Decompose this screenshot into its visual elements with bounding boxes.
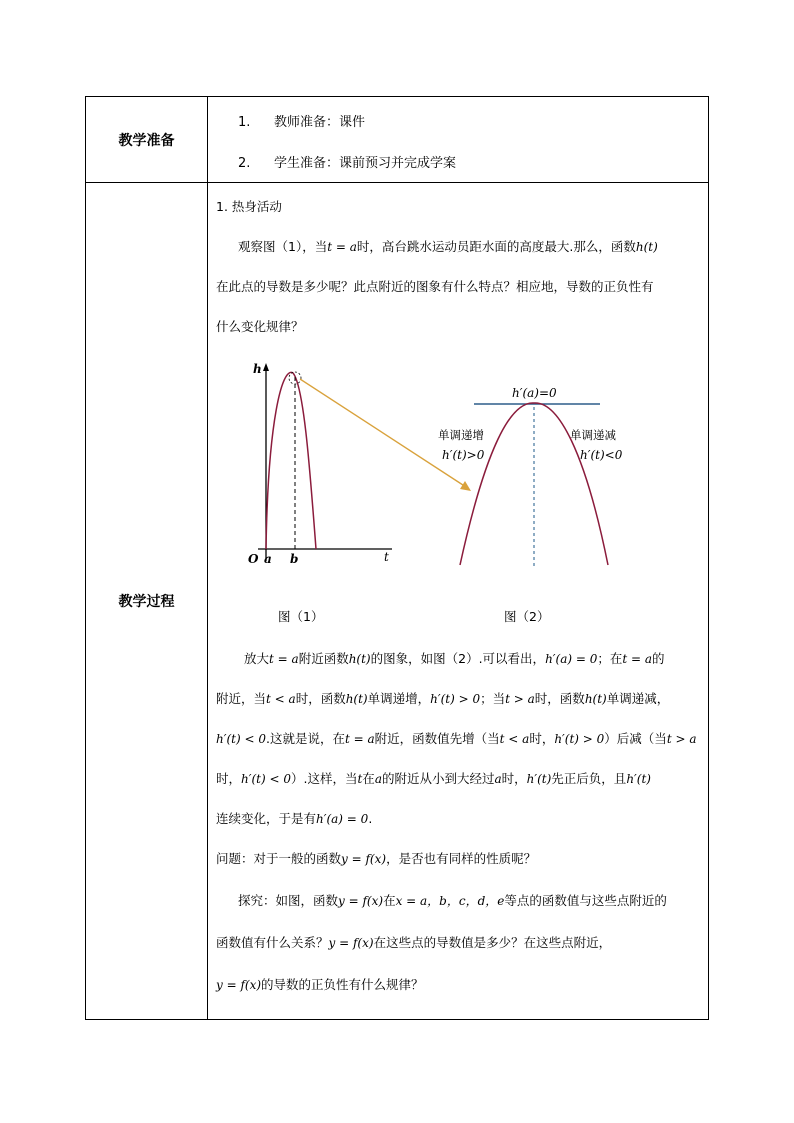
para1-line1: 观察图（1），当t = a时，高台跳水运动员距水面的高度最大.那么，函数h(t)	[238, 239, 658, 254]
lesson-plan-table	[85, 96, 709, 1020]
fig2-left-label2: h′(t)>0	[442, 448, 485, 462]
fig1-label-a: a	[264, 552, 272, 566]
fig2-top-label: h′(a)=0	[512, 386, 557, 400]
figure-2	[430, 371, 660, 581]
section-title: 1. 热身活动	[216, 199, 282, 214]
fig2-left-label1: 单调递增	[438, 428, 484, 442]
prep-row	[86, 97, 709, 183]
prep-item-2: 2. 学生准备：课前预习并完成学案	[238, 156, 457, 171]
fig1-label-O: O	[248, 552, 259, 566]
process-row	[86, 183, 709, 1020]
question-line: 问题：对于一般的函数y = f(x)，是否也有同样的性质呢？	[216, 851, 537, 866]
prep-content	[208, 97, 709, 183]
fig1-label-t: t	[384, 550, 389, 564]
prep-label: 教学准备	[86, 97, 208, 183]
fig2-right-label2: h′(t)<0	[580, 448, 623, 462]
para1-line2: 在此点的导数是多少呢？此点附近的图象有什么特点？相应地，导数的正负性有	[216, 279, 654, 294]
process-content	[208, 183, 709, 1020]
para2-line5: 连续变化，于是有h′(a) = 0.	[216, 811, 373, 826]
explore-line2: 函数值有什么关系？y = f(x)在这些点的导数值是多少？在这些点附近，	[216, 935, 612, 950]
process-label: 教学过程	[86, 183, 208, 1020]
fig2-right-label1: 单调递减	[570, 428, 616, 442]
fig1-label-h: h	[253, 362, 262, 376]
para1-line3: 什么变化规律？	[216, 319, 304, 334]
para2-line4: 时，h′(t) < 0）.这样，当t在a的附近从小到大经过a时，h′(t)先正后负，且h′(t)	[216, 771, 651, 786]
explore-line1: 探究：如图，函数y = f(x)在x = a，b，c，d，e等点的函数值与这些点附近的	[238, 893, 667, 908]
para2-line3: h′(t) < 0.这就是说，在t = a附近，函数值先增（当t < a时，h′(t) > 0）后减（当t > a	[216, 731, 697, 746]
explore-line3: y = f(x)的导数的正负性有什么规律？	[216, 977, 424, 992]
caption-2: 图（2）	[504, 609, 550, 624]
caption-1: 图（1）	[278, 609, 324, 624]
prep-item-1: 1. 教师准备：课件	[238, 115, 366, 130]
para2-line1: 放大t = a附近函数h(t)的图象，如图（2）.可以看出，h′(a) = 0；在t = a的	[244, 651, 665, 666]
para2-line2: 附近，当t < a时，函数h(t)单调递增，h′(t) > 0；当t > a时，函数h(t)单调递减，	[216, 691, 670, 706]
fig1-label-b: b	[290, 552, 299, 566]
